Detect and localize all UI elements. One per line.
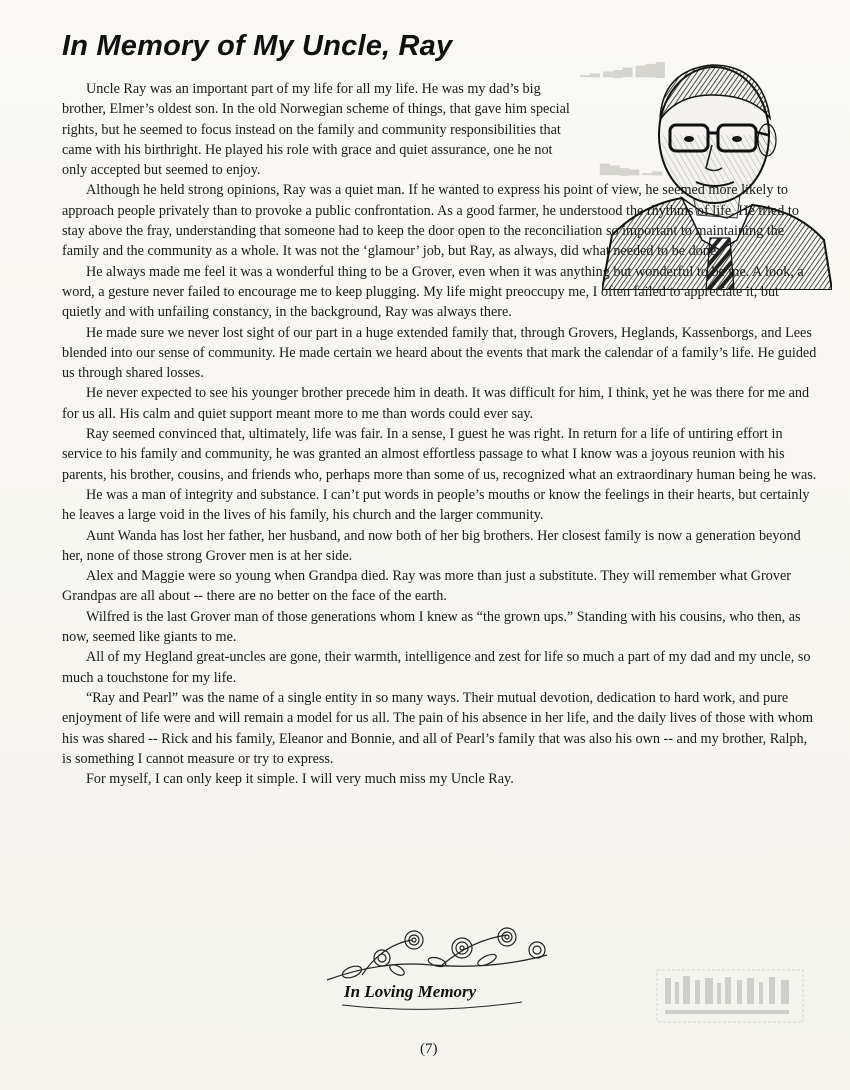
paragraph-11: All of my Hegland great-uncles are gone, their warmth, intelligence and zest for life so much a part of my dad and my uncle, so much a touchstone for my life. (62, 649, 811, 686)
paragraph-1: Uncle Ray was an important part of my life for all my life. He was my dad’s big brother, Elmer’s oldest son. In the old Norwegian scheme of things, that gave him special rights, but he seemed to focus instead on the family and community responsibilities that came with his birthright. He played his role with grace and quiet assurance, one he not only accepted but seemed to enjoy. (62, 81, 570, 179)
stamp-bleed-through (655, 968, 805, 1024)
bleed-through-text: ▂▁ ▃▄▅▆ (600, 160, 663, 175)
paragraph-9: Alex and Maggie were so young when Grandpa died. Ray was more than just a substitute. They will remember what Grover Grandpas are all about -- there are no better on the face of the earth. (62, 568, 791, 605)
paragraph-2: Although he held strong opinions, Ray was a quiet man. If he wanted to express his point of view, he seemed more likely to approach people privately than to provoke a public confrontation. As a good farmer, he understood the rhythms of life. He tried to stay above the fray, understanding that someone had to keep the door open to the reconciliation so important to maintaining the family and the community as a whole. It was not the ‘glamour’ job, but Ray, as always, did what needed to be done. (62, 182, 799, 260)
paragraph-10: Wilfred is the last Grover man of those generations whom I knew as “the grown ups.” Standing with his cousins, who then, as now, seemed like giants to me. (62, 608, 801, 646)
page-title: In Memory of My Uncle, Ray (62, 30, 453, 62)
paragraph-7: He was a man of integrity and substance. I can’t put words in people’s mouths or know the feelings in their hearts, but certainly he leaves a large void in the lives of his family, his church and the larger community. (62, 486, 810, 524)
paragraph-3: He always made me feel it was a wonderful thing to be a Grover, even when it was anything but wonderful to be me. A look, a word, a gesture never failed to encourage me to keep plugging. My life might preoccupy me, I often failed to appreciate it, but quietly and with unfailing constancy, in the background, Ray was always there. (62, 263, 804, 321)
page-number: (7) (420, 1041, 438, 1057)
paragraph-5: He never expected to see his younger brother precede him in death. It was difficult for him, I think, yet he was there for me and for us all. His calm and quiet support meant more to me than words could ever say. (62, 385, 810, 422)
paragraph-12: “Ray and Pearl” was the name of a single entity in so many ways. Their mutual devotion, dedication to hard work, and pure enjoyment of life were and will remain a model for us all. The pain of his absence in her life, and the daily lives of those with whom his was shared -- Rick and his family, Eleanor and Bonnie, and all of Pearl’s family that was also his own -- and my brother, Ralph, is something I cannot measure or try to express. (62, 689, 814, 767)
article-body (62, 79, 817, 789)
paragraph-13: For myself, I can only keep it simple. I will very much miss my Uncle Ray. (86, 771, 514, 788)
bleed-through-text: █▇▆ ▅▄▃ ▂▁ (580, 62, 665, 77)
footer-caption: In Loving Memory (344, 982, 477, 1001)
paragraph-6: Ray seemed convinced that, ultimately, life was fair. In a sense, I guest he was right. In return for a life of untiring effort in service to his family and community, he was granted an almost effortless passage to what I know was a joyous reunion with his parents, his brother, cousins, and friends who, perhaps more than some of us, recognized what an extraordinary human being he was. (62, 426, 817, 483)
paragraph-8: Aunt Wanda has lost her father, her husband, and now both of her big brothers. Her closest family is now a generation beyond her, none of those strong Grover men is at her side. (62, 527, 801, 564)
paragraph-4: He made sure we never lost sight of our part in a huge extended family that, through Grovers, Heglands, Kassenborgs, and Lees blended into our sense of community. He made certain we heard about the events that mark the calendar of a family’s life. He guided us through shared losses. (62, 324, 817, 382)
